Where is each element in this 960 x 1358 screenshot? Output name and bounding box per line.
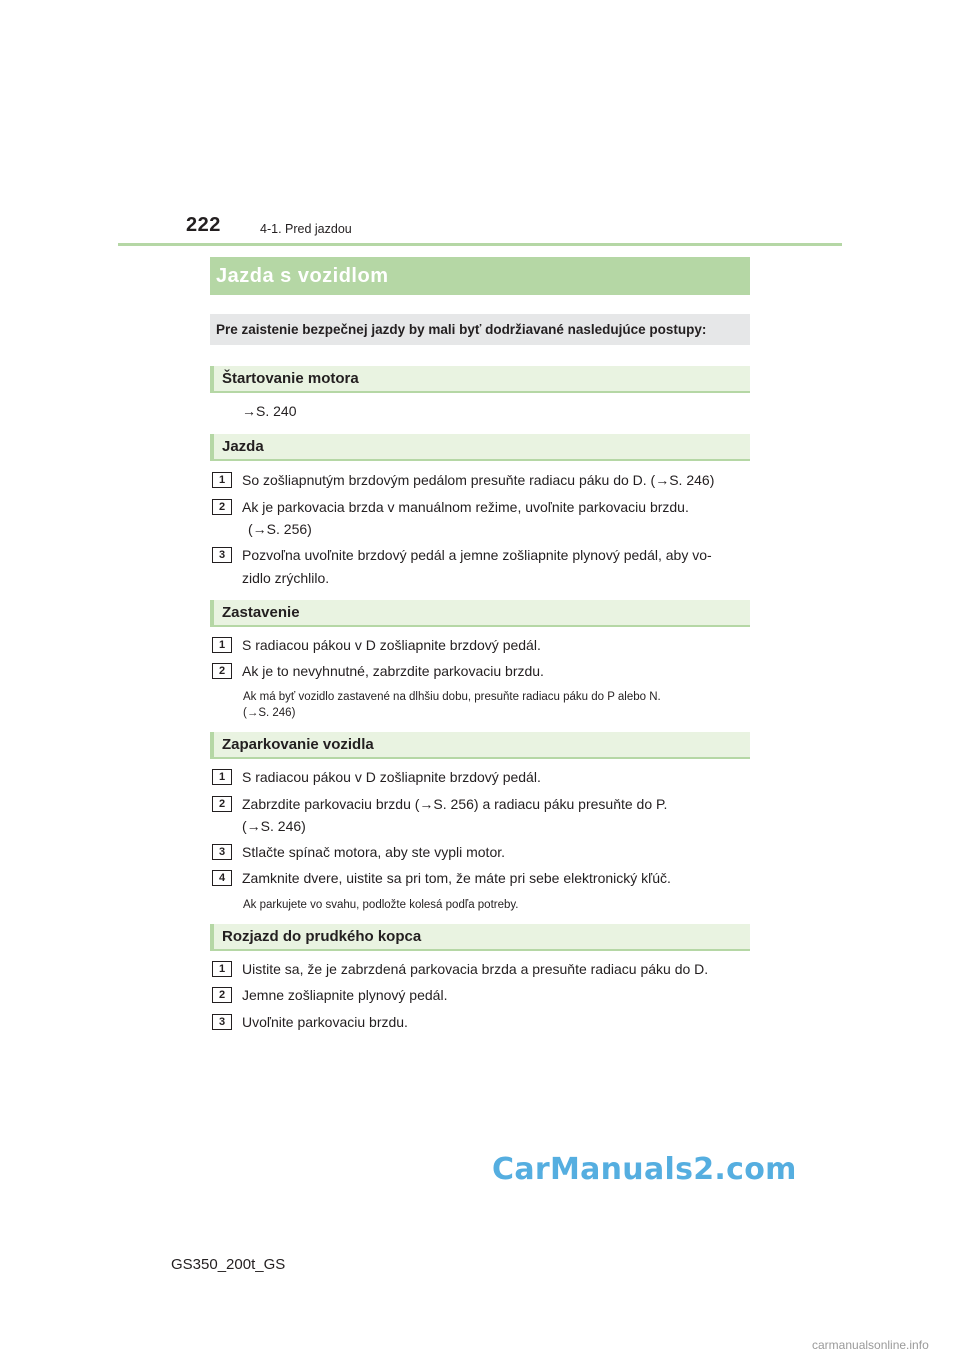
step-text: So zošliapnutým brzdovým pedálom presuňte radiacu páku do D. (→S. 246) [242, 472, 715, 488]
page-title: Jazda s vozidlom [210, 257, 750, 295]
step-number: 4 [212, 870, 232, 886]
heading-rozjazd: Rozjazd do prudkého kopca [210, 924, 750, 951]
note-text-continued: (→S. 246) [243, 707, 296, 719]
heading-jazda: Jazda [210, 434, 750, 461]
step-number: 1 [212, 961, 232, 977]
step-number: 2 [212, 499, 232, 515]
footer-model: GS350_200t_GS [171, 1256, 286, 1273]
heading-zaparkovanie: Zaparkovanie vozidla [210, 732, 750, 759]
header-rule [118, 243, 842, 246]
step-text: Uistite sa, že je zabrzdená parkovacia brzda a presuňte radiacu páku do D. [242, 961, 709, 977]
step-text-continued: zidlo zrýchlilo. [242, 570, 330, 586]
step-text: Uvoľnite parkovaciu brzdu. [242, 1014, 408, 1030]
watermark-logo: CarManuals2.com [492, 1152, 797, 1187]
step-number: 1 [212, 769, 232, 785]
step-text: Ak je parkovacia brzda v manuálnom režime, uvoľnite parkovaciu brzdu. [242, 499, 689, 515]
step-number: 1 [212, 637, 232, 653]
heading-startovanie: Štartovanie motora [210, 366, 750, 393]
page-number: 222 [186, 214, 221, 236]
note-text: Ak parkujete vo svahu, podložte kolesá podľa potreby. [243, 899, 519, 911]
step-text: Stlačte spínač motora, aby ste vypli motor. [242, 844, 506, 860]
step-number: 2 [212, 987, 232, 1003]
intro-text: Pre zaistenie bezpečnej jazdy by mali byť dodržiavané nasledujúce postupy: [210, 314, 750, 345]
step-text: Ak je to nevyhnutné, zabrzdite parkovaciu brzdu. [242, 663, 544, 679]
note-text: Ak má byť vozidlo zastavené na dlhšiu dobu, presuňte radiacu páku do P alebo N. [243, 691, 661, 703]
step-text: Zamknite dvere, uistite sa pri tom, že máte pri sebe elektronický kľúč. [242, 870, 671, 886]
step-text-continued: (→S. 246) [242, 818, 306, 834]
step-text: S radiacou pákou v D zošliapnite brzdový pedál. [242, 637, 541, 653]
step-number: 3 [212, 547, 232, 563]
step-text-continued: (→S. 256) [248, 521, 312, 537]
step-number: 2 [212, 796, 232, 812]
startovanie-reference: →S. 240 [242, 403, 297, 419]
step-number: 1 [212, 472, 232, 488]
step-number: 3 [212, 844, 232, 860]
step-text: S radiacou pákou v D zošliapnite brzdový pedál. [242, 769, 541, 785]
heading-zastavenie: Zastavenie [210, 600, 750, 627]
watermark-site: carmanualsonline.info [812, 1338, 929, 1352]
step-number: 2 [212, 663, 232, 679]
step-text: Jemne zošliapnite plynový pedál. [242, 987, 448, 1003]
section-header: 4-1. Pred jazdou [260, 222, 352, 236]
step-text: Pozvoľna uvoľnite brzdový pedál a jemne zošliapnite plynový pedál, aby vo- [242, 547, 712, 563]
step-text: Zabrzdite parkovaciu brzdu (→S. 256) a radiacu páku presuňte do P. [242, 796, 668, 812]
step-number: 3 [212, 1014, 232, 1030]
